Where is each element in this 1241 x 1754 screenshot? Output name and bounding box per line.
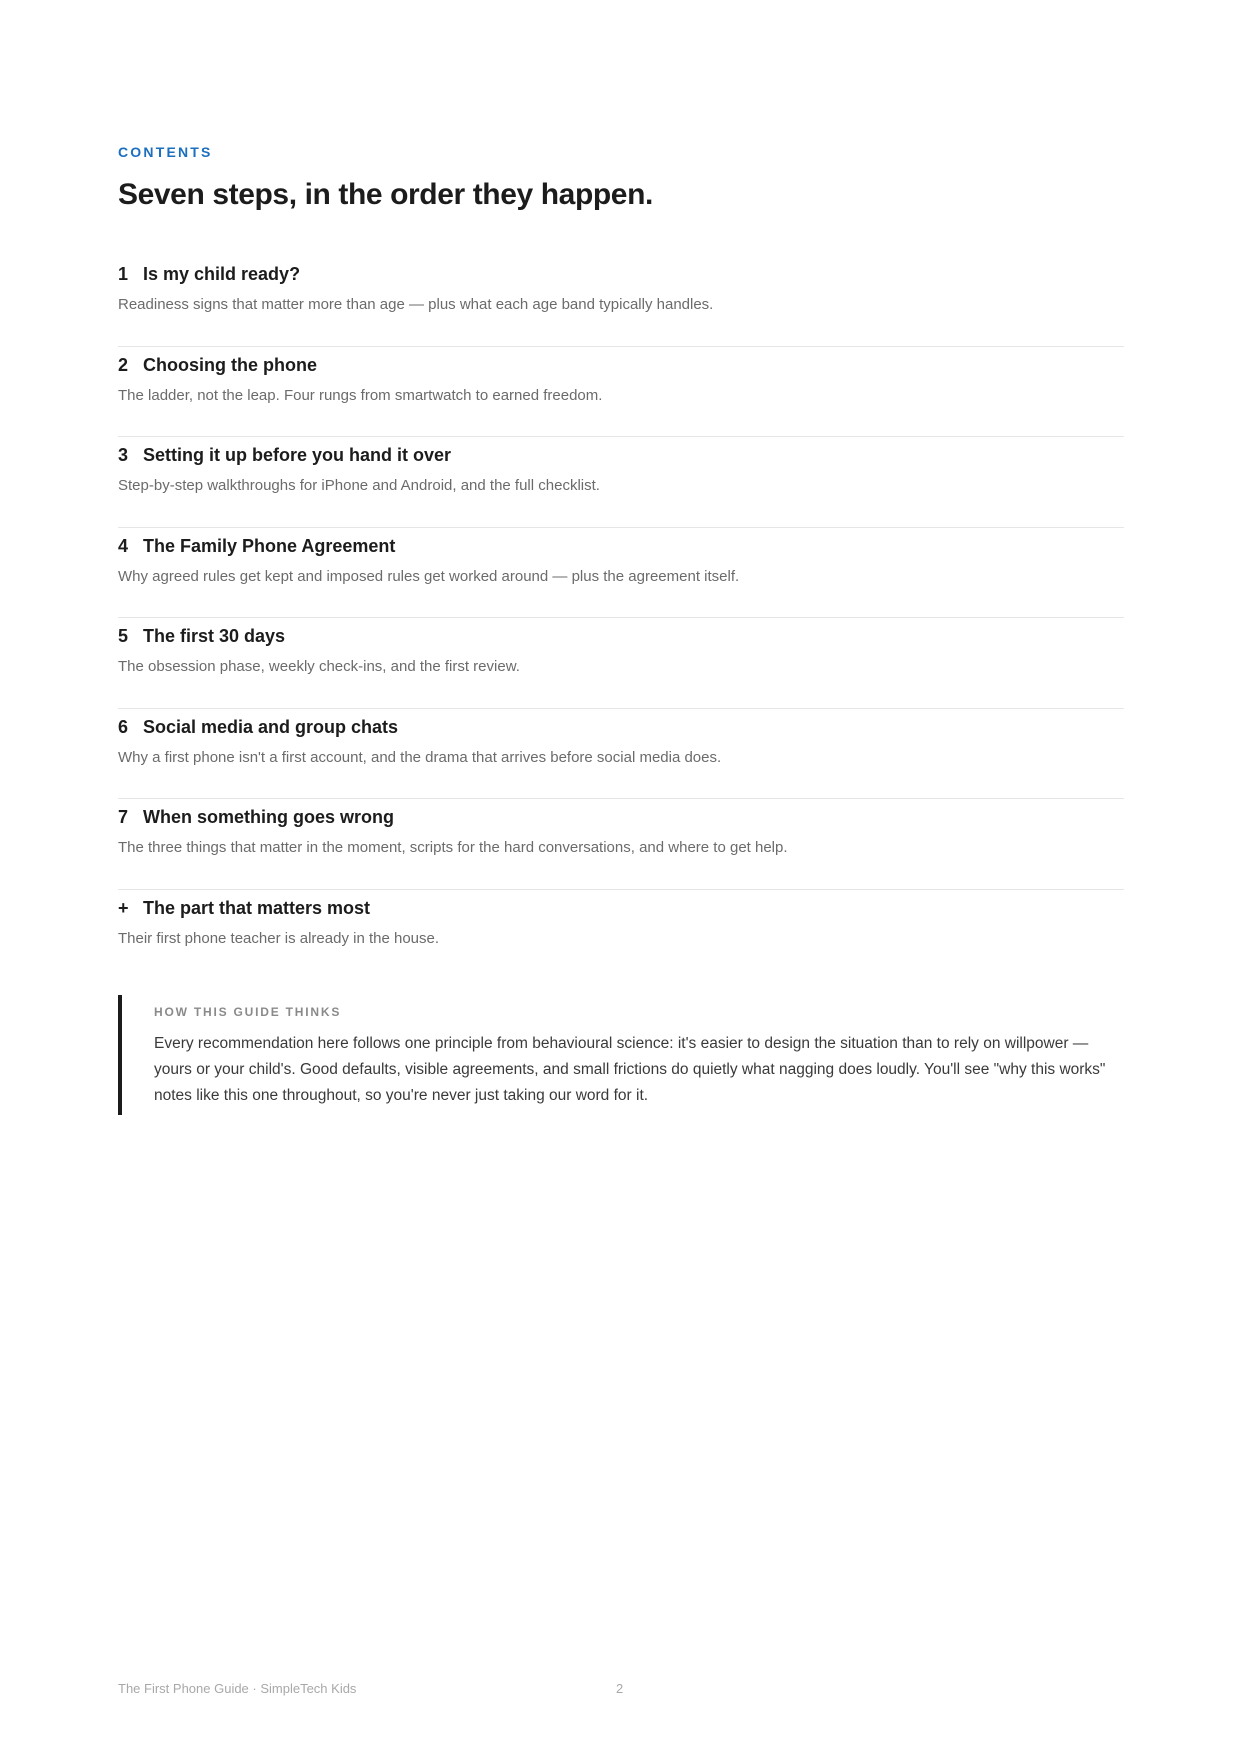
toc-item[interactable] [118,799,1124,890]
toc-title: The Family Phone Agreement [143,535,396,556]
toc-description: Their first phone teacher is already in the house. [118,929,440,947]
callout-label: HOW THIS GUIDE THINKS [154,1005,342,1019]
toc-description: Readiness signs that matter more than age — plus what each age band typically handles. [118,296,714,313]
toc-description: The obsession phase, weekly check-ins, and the first review. [118,658,520,675]
toc-description: Step-by-step walkthroughs for iPhone and Android, and the full checklist. [118,477,600,494]
toc-heading [118,717,398,738]
toc-number: 7 [118,807,129,827]
toc-item[interactable] [118,528,1124,619]
page-title: Seven steps, in the order they happen. [118,178,653,211]
section-eyebrow: CONTENTS [118,144,213,160]
toc-title: The part that matters most [143,897,371,918]
toc-heading [118,355,317,376]
toc-title: Social media and group chats [143,716,399,737]
toc-item[interactable] [118,437,1124,528]
toc-description: Why a first phone isn't a first account, and the drama that arrives before social media does. [118,748,722,766]
toc-item[interactable] [118,890,1124,981]
toc-title: Is my child ready? [143,264,301,284]
toc-title: Choosing the phone [143,354,317,375]
toc-item[interactable] [118,618,1124,709]
toc-description: Why agreed rules get kept and imposed rules get worked around — plus the agreement itself. [118,567,740,585]
footer-title: The First Phone Guide · SimpleTech Kids [118,1681,357,1696]
toc-title: When something goes wrong [143,807,394,827]
toc-item[interactable] [118,347,1124,438]
toc-number: + [118,897,129,918]
toc-heading [118,264,300,285]
toc-description: The ladder, not the leap. Four rungs from smartwatch to earned freedom. [118,386,603,404]
toc-number: 4 [118,535,129,556]
toc-number: 5 [118,626,129,646]
page-number: 2 [616,1681,624,1696]
toc-description: The three things that matter in the moment, scripts for the hard conversations, and where to get help. [118,839,788,856]
toc-title: The first 30 days [143,626,286,646]
toc-number: 2 [118,354,129,375]
guide-callout [118,995,1124,1115]
toc-number: 1 [118,264,129,284]
toc-number: 3 [118,445,129,465]
table-of-contents [118,256,1124,980]
toc-heading [118,445,451,466]
toc-heading [118,898,370,919]
toc-heading [118,536,395,557]
toc-item[interactable] [118,256,1124,347]
toc-heading [118,626,285,647]
toc-number: 6 [118,716,129,737]
callout-text: Every recommendation here follows one principle from behavioural science: it's easier to design the situation than to rely on willpower — yours or your child's. Good defaults, visible agreements, and small frictions do quietly what nagging does loudly. You'll see "why this works" notes like this one throughout, so you're never just taking our word for it. [154,1035,1106,1104]
toc-item[interactable] [118,709,1124,800]
callout-accent-bar [118,995,122,1115]
toc-title: Setting it up before you hand it over [143,445,452,465]
toc-heading [118,807,394,828]
